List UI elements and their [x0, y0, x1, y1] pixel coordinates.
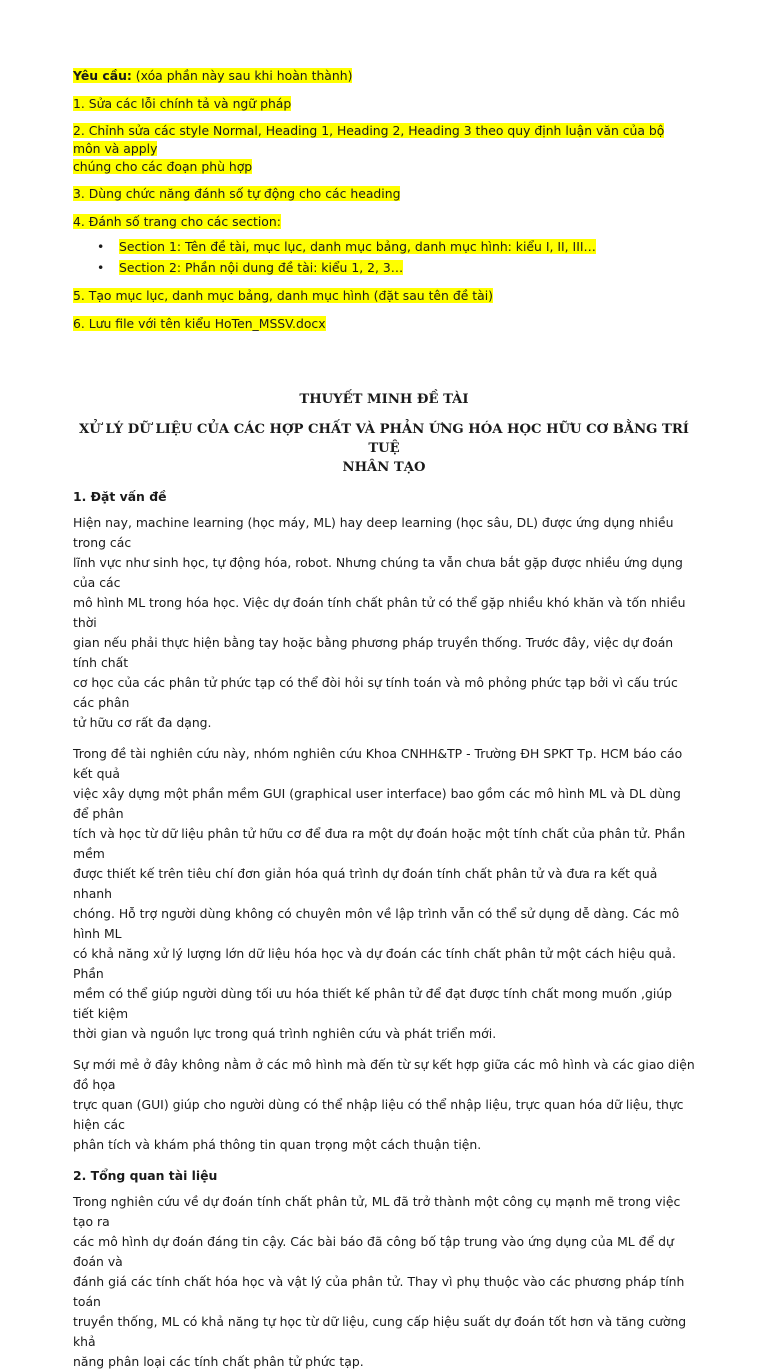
requirement-item-4	[73, 212, 695, 232]
requirement-item-2-line1: 2. Chỉnh sửa các style Normal, Heading 1, Heading 2, Heading 3 theo quy định luận văn của bộ môn và apply	[73, 123, 665, 156]
requirement-item-3-text: 3. Dùng chức năng đánh số tự động cho các heading	[73, 186, 401, 201]
requirement-item-6-text: 6. Lưu file với tên kiểu HoTen_MSSV.docx	[73, 316, 326, 331]
paragraph-line: năng phân loại các tính chất phân tử phức tạp.	[73, 1354, 364, 1369]
title-block	[73, 390, 695, 477]
paragraph-line: phân tích và khám phá thông tin quan trọng một cách thuận tiện.	[73, 1137, 482, 1152]
paragraph-line: Trong đề tài nghiên cứu này, nhóm nghiên cứu Khoa CNHH&TP - Trường ĐH SPKT Tp. HCM báo cáo kết quả	[73, 746, 683, 781]
paragraph-line: lĩnh vực như sinh học, tự động hóa, robot. Nhưng chúng ta vẫn chưa bắt gặp được nhiều ứng dụng của các	[73, 555, 683, 590]
paragraph-line: Sự mới mẻ ở đây không nằm ở các mô hình mà đến từ sự kết hợp giữa các mô hình và các giao diện đồ họa	[73, 1057, 695, 1092]
paragraph-line: gian nếu phải thực hiện bằng tay hoặc bằng phương pháp truyền thống. Trước đây, việc dự đoán tính chất	[73, 635, 674, 670]
document-subtitle-line1: XỬ LÝ DỮ LIỆU CỦA CÁC HỢP CHẤT VÀ PHẢN ỨNG HÓA HỌC HỮU CƠ BẰNG TRÍ TUỆ	[79, 422, 689, 456]
document-title: THUYẾT MINH ĐỀ TÀI	[299, 392, 469, 407]
bullet-icon: •	[97, 260, 105, 275]
list-item	[73, 257, 695, 278]
requirement-item-5	[73, 286, 695, 306]
list-item	[73, 236, 695, 257]
paragraph-line: thời gian và nguồn lực trong quá trình nghiên cứu và phát triển mới.	[73, 1026, 497, 1041]
section-1-paragraph-3	[73, 1055, 695, 1155]
paragraph-line: chóng. Hỗ trợ người dùng không có chuyên môn về lập trình vẫn có thể sử dụng dễ dàng. Các mô hình ML	[73, 906, 680, 941]
section-numbering-list	[73, 236, 695, 278]
paragraph-line: tích và học từ dữ liệu phân tử hữu cơ để đưa ra một dự đoán hoặc một tính chất của phân tử. Phần mềm	[73, 826, 686, 861]
paragraph-line: cơ học của các phân tử phức tạp có thể đòi hỏi sự tính toán và mô phỏng phức tạp bởi vì cấu trúc các phân	[73, 675, 678, 710]
paragraph-line: việc xây dựng một phần mềm GUI (graphical user interface) bao gồm các mô hình ML và DL dùng để phân	[73, 786, 681, 821]
section-2-numbering: Section 2: Phần nội dung đề tài: kiểu 1, 2, 3…	[119, 260, 404, 275]
section-1-paragraph-2	[73, 744, 695, 1044]
paragraph-line: tử hữu cơ rất đa dạng.	[73, 715, 212, 730]
section-2-paragraph-1	[73, 1192, 695, 1372]
requirement-item-1	[73, 94, 695, 114]
section-2-heading: 2. Tổng quan tài liệu	[73, 1168, 218, 1183]
paragraph-line: được thiết kế trên tiêu chí đơn giản hóa quá trình dự đoán tính chất phân tử và đưa ra kết quả nhanh	[73, 866, 658, 901]
requirements-header	[73, 66, 695, 86]
document-subtitle-line2: NHÂN TẠO	[342, 460, 426, 475]
requirements-note: (xóa phần này sau khi hoàn thành)	[131, 68, 353, 83]
paragraph-line: Trong nghiên cứu về dự đoán tính chất phân tử, ML đã trở thành một công cụ mạnh mẽ trong việc tạo ra	[73, 1194, 681, 1229]
requirement-item-3	[73, 184, 695, 204]
paragraph-line: các mô hình dự đoán đáng tin cậy. Các bài báo đã công bố tập trung vào ứng dụng của ML để dự đoán và	[73, 1234, 674, 1269]
paragraph-line: truyền thống, ML có khả năng tự học từ dữ liệu, cung cấp hiệu suất dự đoán tốt hơn và tăng cường khả	[73, 1314, 687, 1349]
requirement-item-4-text: 4. Đánh số trang cho các section:	[73, 214, 281, 229]
section-1-heading: 1. Đặt vấn đề	[73, 489, 167, 504]
paragraph-line: đánh giá các tính chất hóa học và vật lý của phân tử. Thay vì phụ thuộc vào các phương pháp tính toán	[73, 1274, 685, 1309]
document-subtitle	[73, 420, 695, 477]
requirement-item-6	[73, 314, 695, 334]
paragraph-line: mô hình ML trong hóa học. Việc dự đoán tính chất phân tử có thể gặp nhiều khó khăn và tốn nhiều thời	[73, 595, 686, 630]
paragraph-line: Hiện nay, machine learning (học máy, ML) hay deep learning (học sâu, DL) được ứng dụng nhiều trong các	[73, 515, 674, 550]
bullet-icon: •	[97, 239, 105, 254]
paragraph-line: có khả năng xử lý lượng lớn dữ liệu hóa học và dự đoán các tính chất phân tử một cách hiệu quả. Phần	[73, 946, 676, 981]
section-1-paragraph-1	[73, 513, 695, 733]
paragraph-line: trực quan (GUI) giúp cho người dùng có thể nhập liệu có thể nhập liệu, trực quan hóa dữ liệu, thực hiện các	[73, 1097, 684, 1132]
requirements-highlight	[73, 68, 352, 83]
requirement-item-1-text: 1. Sửa các lỗi chính tả và ngữ pháp	[73, 96, 292, 111]
paragraph-line: mềm có thể giúp người dùng tối ưu hóa thiết kế phân tử để đạt được tính chất mong muốn ,giúp tiết kiệm	[73, 986, 672, 1021]
requirements-label: Yêu cầu:	[73, 68, 132, 83]
requirement-item-5-text: 5. Tạo mục lục, danh mục bảng, danh mục hình (đặt sau tên đề tài)	[73, 288, 494, 303]
section-1-numbering: Section 1: Tên đề tài, mục lục, danh mục bảng, danh mục hình: kiểu I, II, III…	[119, 239, 596, 254]
requirement-item-2-line2: chúng cho các đoạn phù hợp	[73, 159, 253, 174]
requirement-item-2	[73, 122, 695, 176]
